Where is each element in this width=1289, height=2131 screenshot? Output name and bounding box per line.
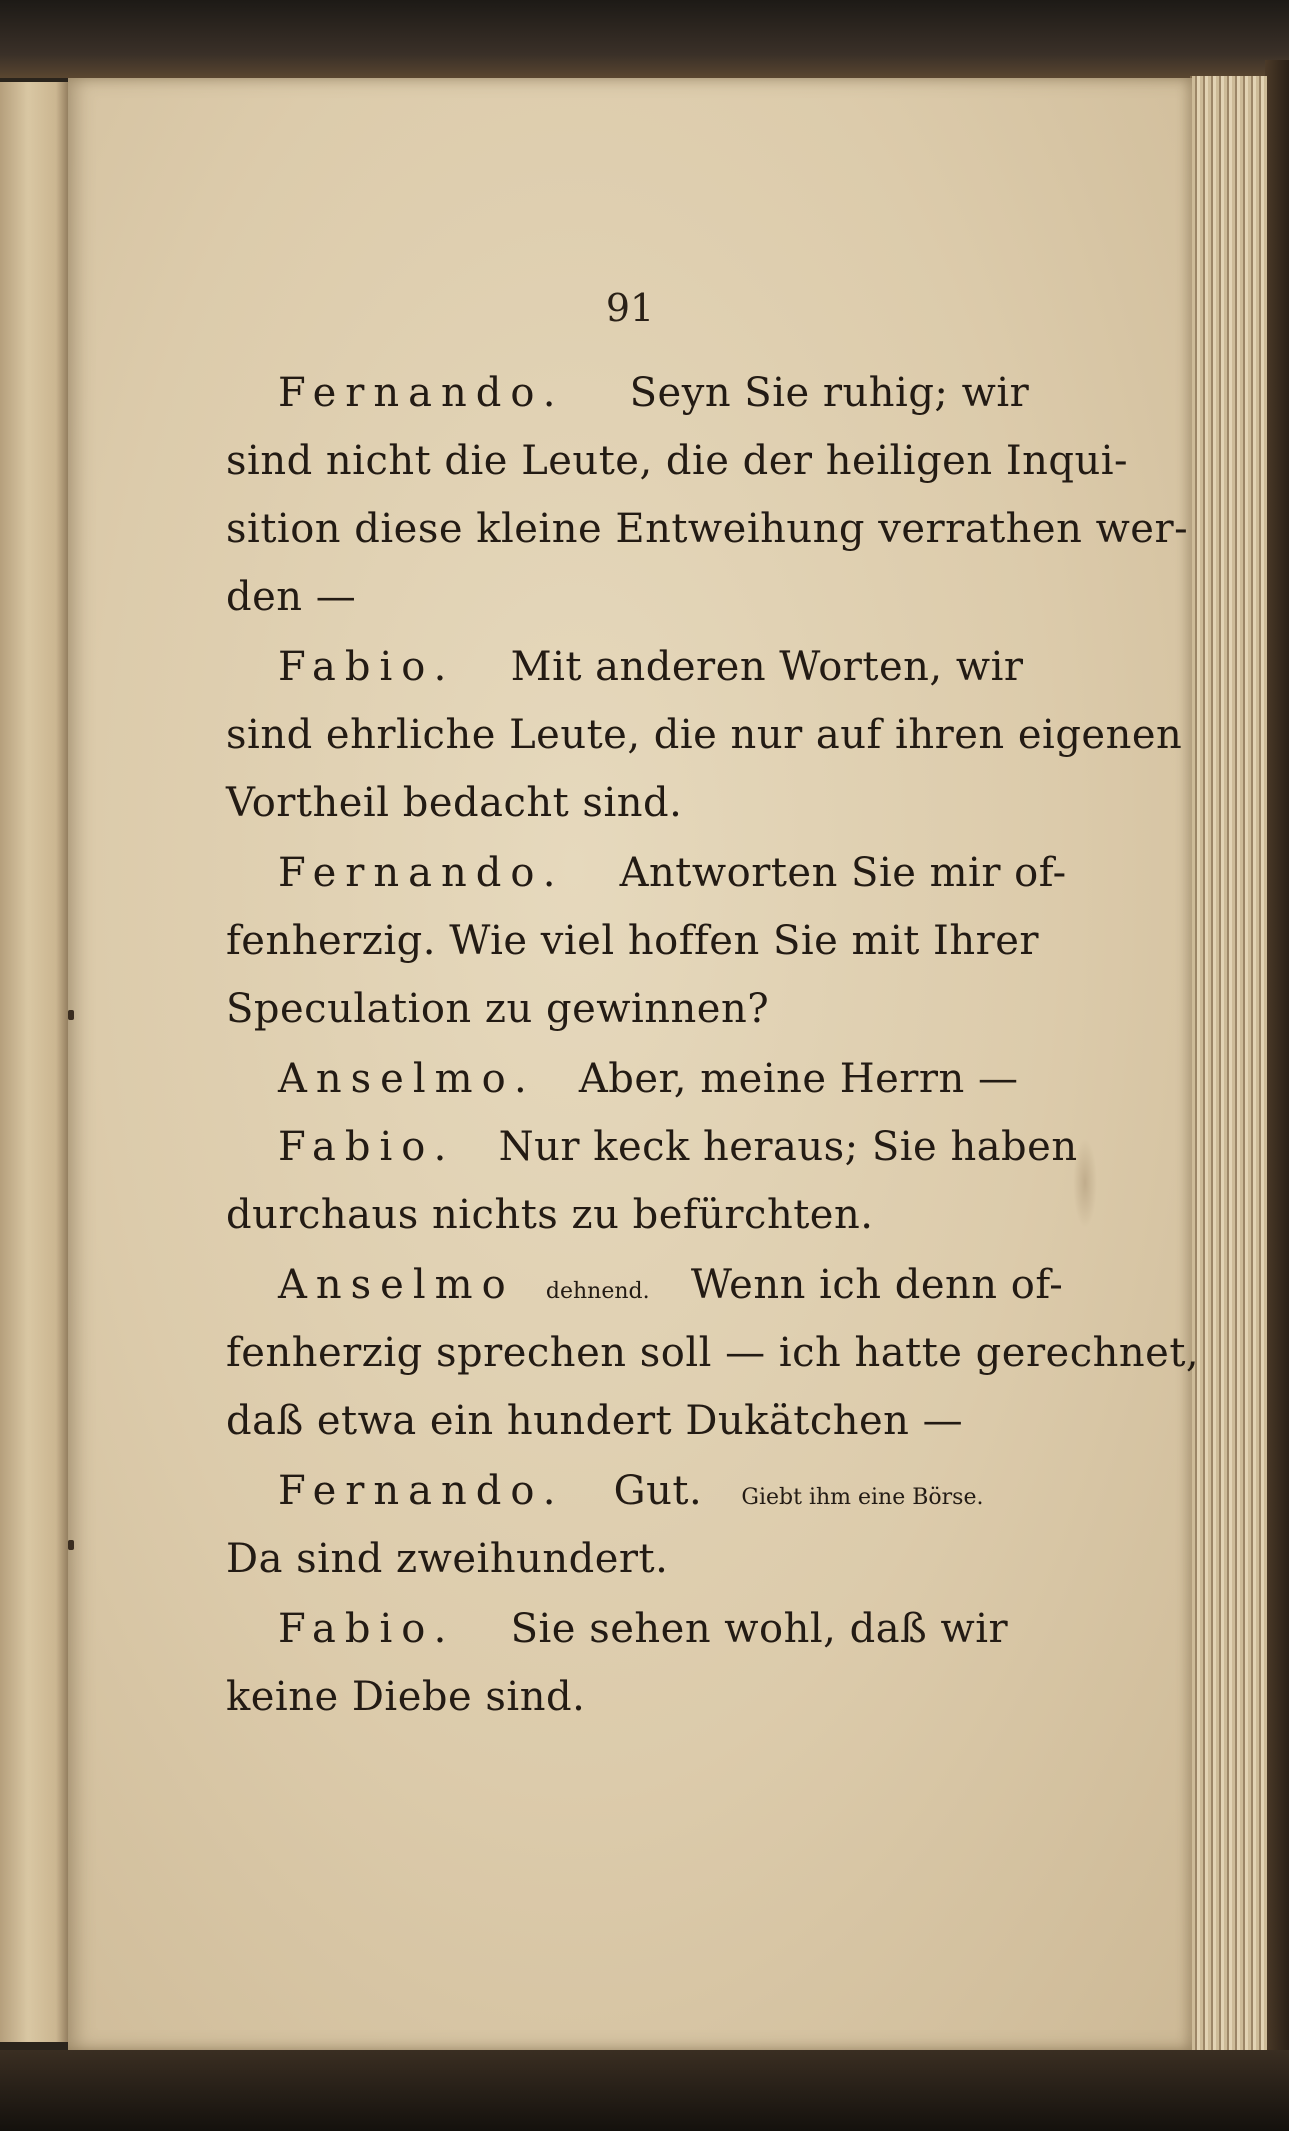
text-line-11 (278, 1056, 1019, 1102)
text-line-2: sind nicht die Leute, die der heiligen Inqui- (226, 438, 1129, 484)
text-line-8 (278, 850, 1067, 896)
book-cover-edge (1265, 60, 1289, 2070)
book-page (68, 78, 1200, 2050)
binding-mark (68, 1540, 74, 1550)
line-text: Wenn ich denn of- (690, 1262, 1064, 1308)
text-line-6: sind ehrliche Leute, die nur auf ihren eigenen (226, 712, 1183, 758)
text-line-20: keine Diebe sind. (226, 1674, 586, 1720)
line-text: Aber, meine Herrn — (578, 1056, 1019, 1102)
line-text: Nur keck heraus; Sie haben (498, 1124, 1078, 1170)
speaker-name: Anselmo (278, 1262, 515, 1308)
line-text: Mit anderen Worten, wir (510, 644, 1024, 690)
speaker-name: Fabio. (278, 644, 456, 690)
speaker-name: Fernando. (278, 850, 565, 896)
text-line-15: fenherzig sprechen soll — ich hatte gerechnet, (226, 1330, 1200, 1376)
page-number: 91 (605, 286, 655, 330)
text-line-7: Vortheil bedacht sind. (226, 780, 683, 826)
scan-bottom-edge (0, 2050, 1289, 2131)
text-line-4: den — (226, 574, 357, 620)
text-line-10: Speculation zu gewinnen? (226, 986, 770, 1032)
text-line-14 (278, 1262, 1063, 1308)
stage-direction: Giebt ihm eine Börse. (741, 1485, 984, 1510)
text-line-13: durchaus nichts zu befürchten. (226, 1192, 874, 1238)
line-text: Sie sehen wohl, daß wir (510, 1606, 1009, 1652)
binding-mark (68, 1010, 74, 1020)
text-line-3: sition diese kleine Entweihung verrathen wer- (226, 506, 1189, 552)
speaker-name: Fernando. (278, 370, 565, 416)
stage-direction: dehnend. (545, 1279, 650, 1304)
text-line-19 (278, 1606, 1008, 1652)
speaker-name: Fabio. (278, 1124, 456, 1170)
text-line-12 (278, 1124, 1078, 1170)
line-text: Seyn Sie ruhig; wir (629, 370, 1030, 416)
speaker-name: Fabio. (278, 1606, 456, 1652)
paper-stain (1073, 1138, 1097, 1228)
text-line-17 (278, 1468, 983, 1514)
page-stack-edge (1190, 76, 1267, 2066)
text-line-9: fenherzig. Wie viel hoffen Sie mit Ihrer (226, 918, 1040, 964)
speaker-name: Anselmo. (278, 1056, 536, 1102)
text-line-16: daß etwa ein hundert Dukätchen — (226, 1398, 964, 1444)
speaker-name: Fernando. (278, 1468, 565, 1514)
line-text: Gut. (613, 1468, 703, 1514)
text-line-1 (278, 370, 1029, 416)
scan-top-edge (0, 0, 1289, 78)
line-text: Antworten Sie mir of- (619, 850, 1067, 896)
text-line-5 (278, 644, 1024, 690)
text-line-18: Da sind zweihundert. (226, 1536, 669, 1582)
left-facing-page-edge (0, 82, 72, 2042)
